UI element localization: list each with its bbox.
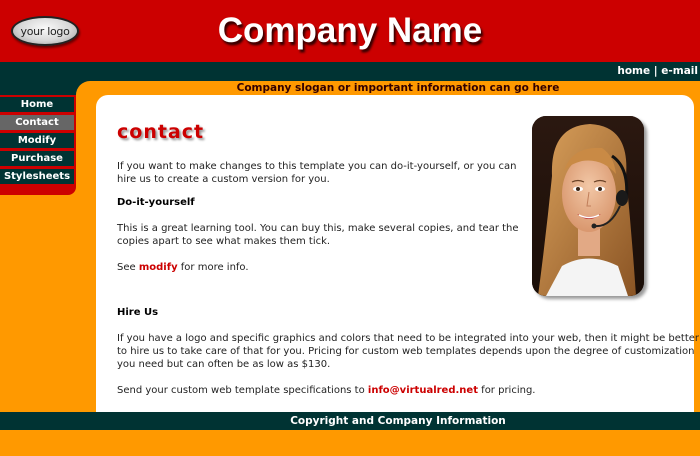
company-name: Company Name [217, 11, 483, 50]
slogan: Company slogan or important information can go here [236, 82, 560, 94]
top-bar [0, 62, 700, 81]
hire-heading: Hire Us [117, 307, 159, 318]
bottom-strip [0, 430, 700, 456]
side-nav [0, 95, 76, 195]
sidebar-item-modify[interactable]: Modify [0, 133, 74, 148]
sidebar-item-stylesheets[interactable]: Stylesheets [0, 169, 74, 184]
email-address-link[interactable]: info@virtualred.net [367, 385, 478, 396]
footer-text: Copyright and Company Information [290, 415, 506, 427]
top-nav [617, 65, 698, 77]
see-prefix: See [117, 262, 136, 273]
hire-line-3: you need but can often be as low as $130. [117, 359, 331, 370]
hire-line-1: If you have a logo and specific graphics and colors that need to be integrated into your web, then it might be better [117, 333, 700, 344]
diy-line-2: copies apart to see what makes them tick. [117, 236, 331, 247]
see-line [117, 261, 249, 274]
intro-line-1: If you want to make changes to this template you can do-it-yourself, or you can [117, 161, 517, 172]
woman-with-headset-photo [532, 116, 644, 296]
sidebar-item-contact[interactable]: Contact [0, 115, 74, 130]
send-suffix: for pricing. [481, 385, 536, 396]
page-title: contact [117, 121, 205, 143]
diy-line-1: This is a great learning tool. You can buy this, make several copies, and tear the [117, 223, 519, 234]
see-suffix: for more info. [180, 262, 249, 273]
send-line [117, 384, 535, 397]
modify-link[interactable]: modify [138, 262, 178, 273]
email-link[interactable]: e-mail [661, 65, 698, 77]
home-link[interactable]: home [617, 65, 651, 77]
hire-line-2: to hire us to take care of that for you. Pricing for custom web templates depends upon the degree of customization [117, 346, 695, 357]
intro-line-2: hire us to create a custom version for you. [117, 174, 330, 185]
send-prefix: Send your custom web template specifications to [117, 385, 365, 396]
diy-heading: Do-it-yourself [117, 197, 195, 208]
sidebar-item-home[interactable]: Home [0, 97, 74, 112]
sidebar-item-purchase[interactable]: Purchase [0, 151, 74, 166]
logo-text: your logo [20, 24, 70, 38]
footer-bar [0, 412, 700, 430]
top-nav-separator: | [653, 65, 658, 77]
